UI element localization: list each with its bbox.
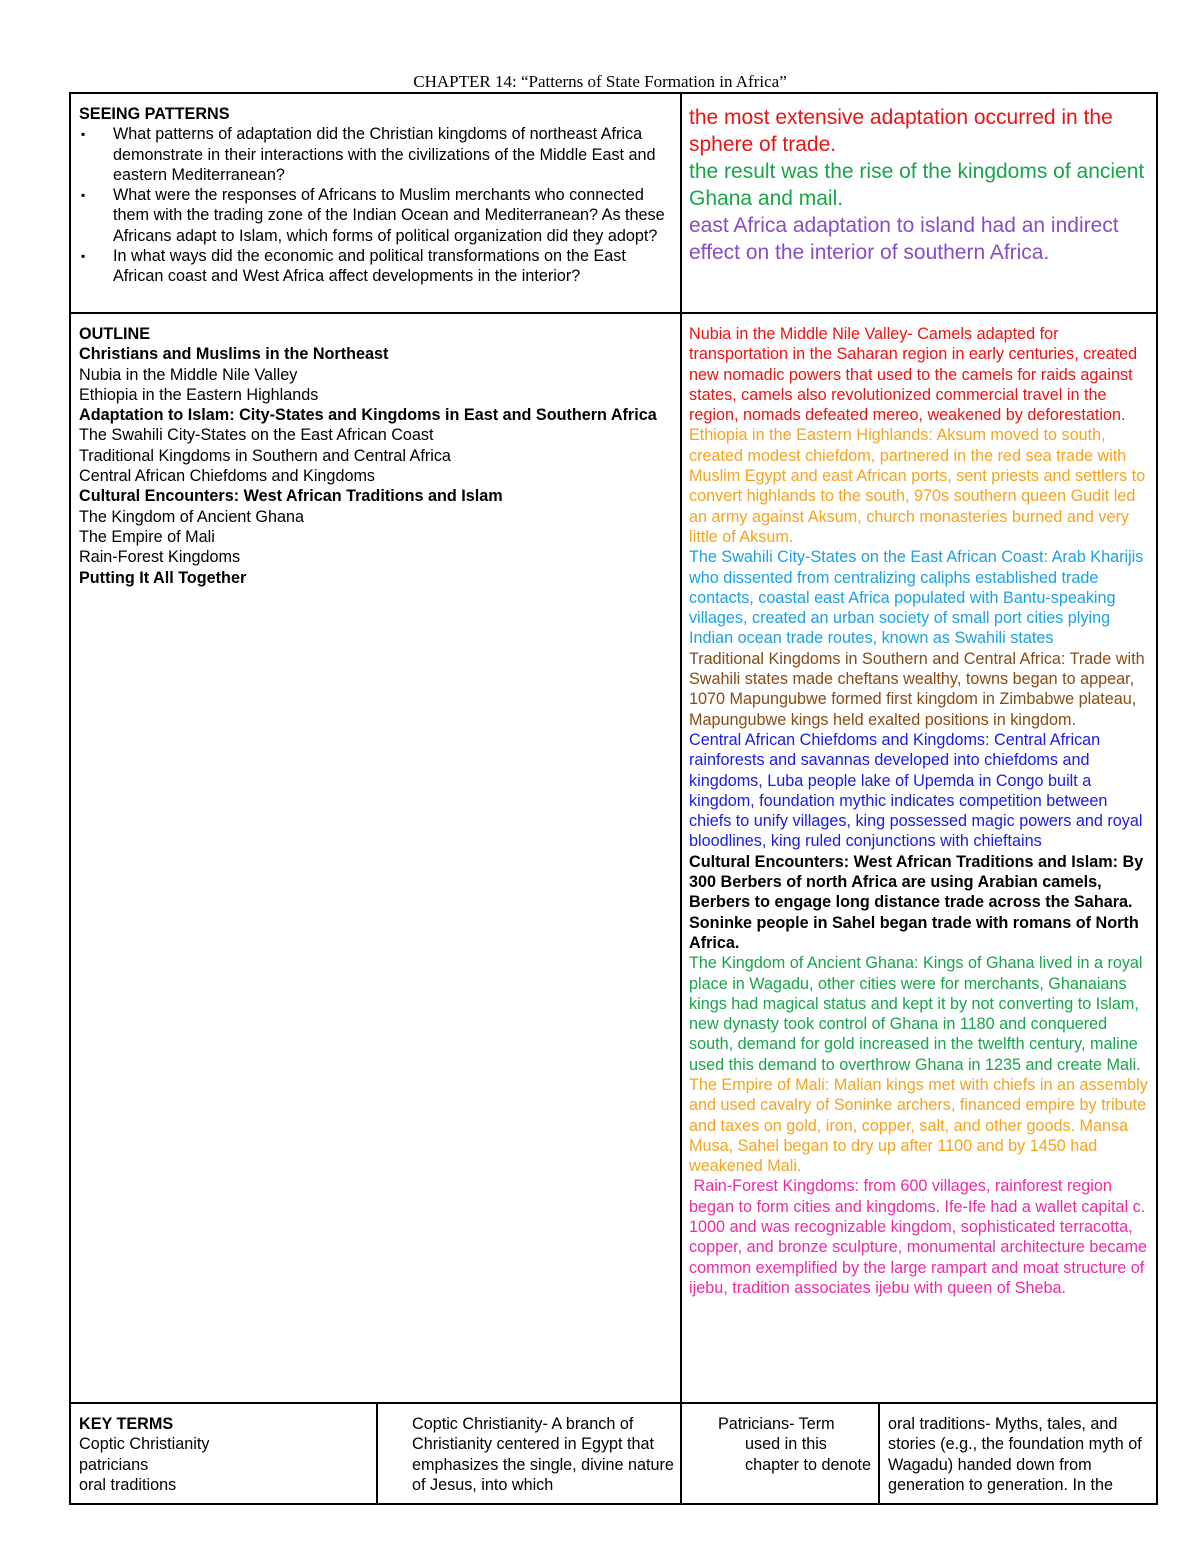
definition-oral-traditions: oral traditions- Myths, tales, and stories (e.g., the foundation myth of Wagadu) handed down from generation to generation. In the (888, 1415, 1142, 1494)
note-nubia: Nubia in the Middle Nile Valley- Camels adapted for transportation in the Saharan region in early centuries, created new nomadic powers that used to the camels for raids against states, camels also revolutionized commercial travel in the region, nomads defeated mereo, weakened by deforestation. (689, 325, 1138, 425)
key-term: Coptic Christianity (79, 1435, 210, 1454)
outline-item: Traditional Kingdoms in Southern and Central Africa (79, 446, 451, 465)
seeing-patterns-heading: SEEING PATTERNS (79, 105, 230, 123)
note-rain-forest: Rain-Forest Kingdoms: from 600 villages, rainforest region began to form cities and kingdoms. Ife-Ife had a wallet capital c. 1000 and was recognizable kingdom, sophisticated terracotta, copper, and bronze sculpture, monumental architecture became common exemplified by the large rampart and moat structure of ijebu, tradition associates ijebu with queen of Sheba. (689, 1177, 1152, 1297)
key-terms-heading: KEY TERMS (79, 1415, 174, 1433)
outline-item: Christians and Muslims in the Northeast (79, 345, 389, 364)
answer-item: the most extensive adaptation occurred in the sphere of trade. (689, 106, 1113, 156)
note-mali: The Empire of Mali: Malian kings met with chiefs in an assembly and used cavalry of Soninke archers, financed empire by tribute and taxes on gold, iron, copper, salt, and other goods. Mansa Musa, Sahel began to dry up after 1100 and by 1450 had weakened Mali. (689, 1075, 1148, 1176)
seeing-patterns-row (71, 94, 1156, 314)
outline-row (71, 314, 1156, 1404)
definition-patricians (682, 1404, 880, 1503)
outline-item: Nubia in the Middle Nile Valley (79, 365, 298, 384)
outline-item: The Swahili City-States on the East African Coast (79, 426, 434, 445)
worksheet-table (69, 92, 1158, 1505)
seeing-patterns-answers (682, 94, 1156, 312)
outline-notes (682, 314, 1156, 1402)
definition-patricians-rest: used in this chapter to denote (745, 1435, 871, 1474)
key-term: oral traditions (79, 1475, 177, 1494)
answer-item: the result was the rise of the kingdoms of ancient Ghana and mail. (689, 160, 1145, 210)
outline-item: The Empire of Mali (79, 527, 215, 546)
definition-coptic: Coptic Christianity- A branch of Christianity centered in Egypt that emphasizes the single, divine nature of Jesus, into which (378, 1404, 682, 1503)
seeing-patterns-cell (71, 94, 682, 312)
question-item: ▪ What patterns of adaptation did the Christian kingdoms of northeast Africa demonstrate in their interactions with the civilizations of the Middle East and eastern Mediterranean? (79, 124, 674, 185)
outline-heading: OUTLINE (79, 325, 151, 343)
key-term: patricians (79, 1455, 149, 1474)
answer-item: east Africa adaptation to island had an indirect effect on the interior of southern Africa. (689, 214, 1119, 264)
key-terms-list (71, 1404, 378, 1503)
chapter-title: CHAPTER 14: “Patterns of State Formation in Africa” (413, 72, 787, 91)
outline-item: Rain-Forest Kingdoms (79, 548, 241, 567)
outline-item: Putting It All Together (79, 568, 247, 587)
question-item: ▪ In what ways did the economic and political transformations on the East African coast and West Africa affect developments in the interior? (79, 246, 674, 287)
outline-cell (71, 314, 682, 1402)
seeing-patterns-questions (79, 124, 674, 286)
key-terms-row (71, 1404, 1156, 1503)
note-central-chiefdoms: Central African Chiefdoms and Kingdoms: Central African rainforests and savannas developed into chiefdoms and kingdoms, Luba people lake of Upemda in Congo built a kingdom, foundation mythic indicates competition between chiefs to unify villages, king possessed magic powers and royal bloodlines, king ruled conjunctions with chieftains (689, 730, 1143, 851)
note-southern-kingdoms: Traditional Kingdoms in Southern and Central Africa: Trade with Swahili states made cheftans wealthy, towns began to appear, 1070 Mapungubwe formed first kingdom in Zimbabwe plateau, Mapungubwe kings held exalted positions in kingdom. (689, 649, 1145, 729)
outline-item: Cultural Encounters: West African Traditions and Islam (79, 487, 503, 506)
outline-item: Adaptation to Islam: City-States and Kingdoms in East and Southern Africa (79, 406, 657, 425)
note-ethiopia: Ethiopia in the Eastern Highlands: Aksum moved to south, created modest chiefdom, partnered in the red sea trade with Muslim Egypt and east African ports, sent priests and settlers to convert highlands to the south, 970s southern queen Gudit led an army against Aksum, church monasteries burned and very little of Aksum. (689, 426, 1146, 546)
note-ghana: The Kingdom of Ancient Ghana: Kings of Ghana lived in a royal place in Wagadu, other cities were for merchants, Ghanaians kings had magical status and kept it by not converting to Islam, new dynasty took control of Ghana in 1180 and conquered south, demand for gold increased in the twelfth century, maline used this demand to overthrow Ghana in 1235 and create Mali. (689, 954, 1143, 1074)
outline-item: Ethiopia in the Eastern Highlands (79, 385, 319, 404)
note-swahili: The Swahili City-States on the East African Coast: Arab Kharijis who dissented from centralizing caliphs established trade contacts, coastal east Africa populated with Bantu-speaking villages, created an urban society of small port cities plying Indian ocean trade routes, known as Swahili states (689, 548, 1144, 648)
question-item: ▪ What were the responses of Africans to Muslim merchants who connected them with the trading zone of the Indian Ocean and Mediterranean? As these Africans adapt to Islam, which forms of political organization did they adopt? (79, 185, 674, 246)
note-cultural-encounters: Cultural Encounters: West African Traditions and Islam: By 300 Berbers of north Africa are using Arabian camels, Berbers to engage long distance trade across the Sahara. Soninke people in Sahel began trade with romans of North Africa. (689, 852, 1144, 952)
outline-item: Central African Chiefdoms and Kingdoms (79, 467, 376, 486)
definition-patricians-first: Patricians- Term (718, 1415, 835, 1433)
outline-item: The Kingdom of Ancient Ghana (79, 507, 304, 526)
